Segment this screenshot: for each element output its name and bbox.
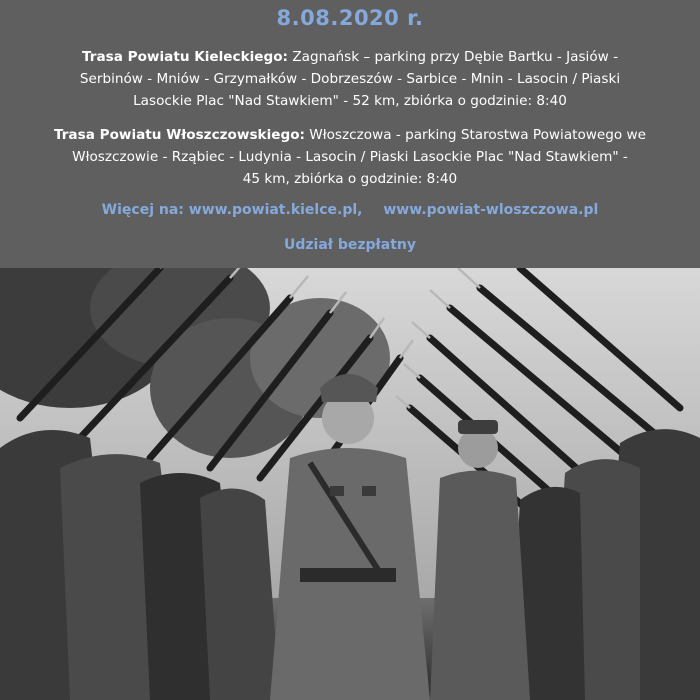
route-wloszczowa-text1: Włoszczowa - parking Starostwa Powiatowego we <box>304 127 647 143</box>
route-kielce-title: Trasa Powiatu Kieleckiego: <box>81 49 288 65</box>
link-kielce[interactable]: www.powiat.kielce.pl, <box>188 202 363 218</box>
link-wloszczowa[interactable]: www.powiat-wloszczowa.pl <box>383 202 599 218</box>
more-info <box>0 202 700 218</box>
route-wloszczowa-line1 <box>28 124 672 146</box>
info-panel <box>0 0 700 268</box>
soldiers-photo-illustration <box>0 268 700 700</box>
participation-free: Udział bezpłatny <box>284 237 416 253</box>
route-kielce-line1 <box>28 46 672 68</box>
route-kielce-text1: Zagnańsk – parking przy Dębie Bartku - Jasiów - <box>288 49 619 65</box>
route-wloszczowa-line3: 45 km, zbiórka o godzinie: 8:40 <box>242 171 458 187</box>
route-kielce-line3: Lasockie Plac "Nad Stawkiem" - 52 km, zbiórka o godzinie: 8:40 <box>133 93 567 109</box>
event-date: 8.08.2020 r. <box>276 6 424 30</box>
more-label: Więcej na: <box>101 202 184 218</box>
route-wloszczowa-line2: Włoszczowie - Rząbiec - Ludynia - Lasocin / Piaski Lasockie Plac "Nad Stawkiem" - <box>72 149 628 165</box>
soldiers-photo <box>0 268 700 700</box>
route-kielce <box>28 46 672 112</box>
route-kielce-line2: Serbinów - Mniów - Grzymałków - Dobrzeszów - Sarbice - Mnin - Lasocin / Piaski <box>79 71 621 87</box>
route-wloszczowa-title: Trasa Powiatu Włoszczowskiego: <box>53 127 305 143</box>
route-wloszczowa <box>28 124 672 190</box>
